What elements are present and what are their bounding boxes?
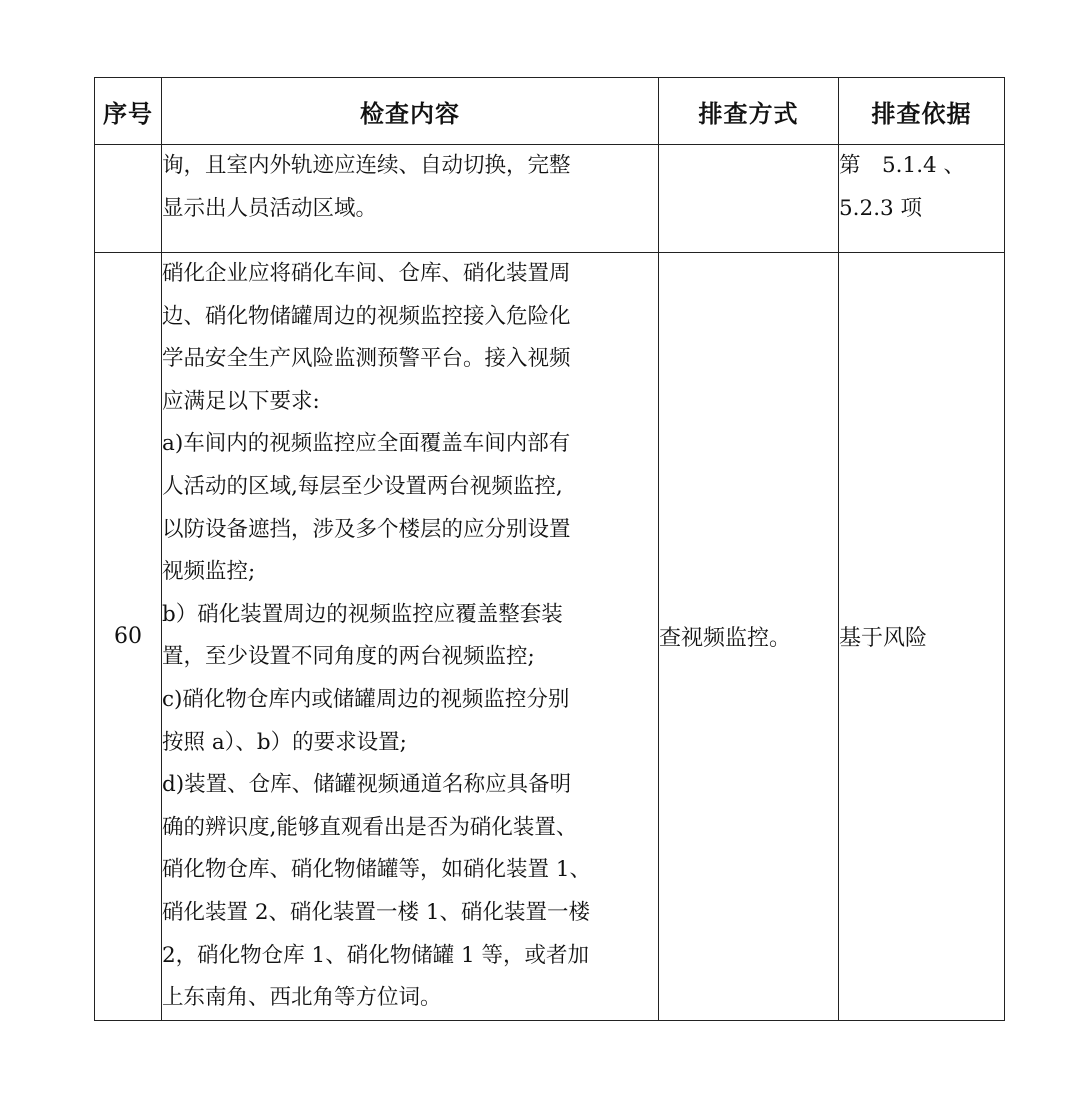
content-line: c)硝化物仓库内或储罐周边的视频监控分别 xyxy=(162,686,570,712)
content-line: 硝化物仓库、硝化物储罐等，如硝化装置 1、 xyxy=(162,857,592,883)
header-serial: 序号 xyxy=(95,78,162,145)
content-line: d)装置、仓库、储罐视频通道名称应具备明 xyxy=(162,772,572,798)
content-line: 2，硝化物仓库 1、硝化物储罐 1 等，或者加 xyxy=(162,942,590,968)
basis-cell xyxy=(839,145,1005,253)
content-line: 应满足以下要求: xyxy=(162,388,320,414)
content-line: 人活动的区域,每层至少设置两台视频监控, xyxy=(162,473,563,499)
content-line: 硝化装置 2、硝化装置一楼 1、硝化装置一楼 xyxy=(162,899,591,925)
header-method: 排查方式 xyxy=(659,78,839,145)
content-line: 显示出人员活动区域。 xyxy=(162,195,378,221)
content-line: 学品安全生产风险监测预警平台。接入视频 xyxy=(162,346,571,372)
serial-cell xyxy=(95,145,162,253)
basis-line: 5.2.3 项 xyxy=(839,195,923,221)
method-cell xyxy=(659,145,839,253)
content-line: 询，且室内外轨迹应连续、自动切换，完整 xyxy=(162,153,571,178)
content-line: 置，至少设置不同角度的两台视频监控; xyxy=(162,644,535,670)
content-line: 硝化企业应将硝化车间、仓库、硝化装置周 xyxy=(162,261,571,286)
basis-line: 第 5.1.4 、 xyxy=(839,153,966,178)
header-row xyxy=(95,78,1005,145)
inspection-table xyxy=(94,77,1005,1021)
content-cell xyxy=(162,145,659,253)
content-line: 上东南角、西北角等方位词。 xyxy=(162,985,442,1011)
basis-cell: 基于风险 xyxy=(839,253,1005,1021)
serial-cell: 60 xyxy=(95,253,162,1021)
content-cell xyxy=(162,253,659,1021)
header-content: 检查内容 xyxy=(162,78,659,145)
method-cell: 查视频监控。 xyxy=(659,253,839,1021)
header-basis: 排查依据 xyxy=(839,78,1005,145)
content-line: b）硝化装置周边的视频监控应覆盖整套装 xyxy=(162,601,563,627)
content-line: 边、硝化物储罐周边的视频监控接入危险化 xyxy=(162,303,571,329)
content-line: 确的辨识度,能够直观看出是否为硝化装置、 xyxy=(162,814,578,840)
content-line: 按照 a）、b）的要求设置; xyxy=(162,729,407,755)
table-row-continued xyxy=(95,145,1005,253)
content-line: a)车间内的视频监控应全面覆盖车间内部有 xyxy=(162,431,571,457)
table-row-60 xyxy=(95,253,1005,1021)
content-line: 视频监控; xyxy=(162,559,256,585)
content-line: 以防设备遮挡，涉及多个楼层的应分别设置 xyxy=(162,516,571,542)
